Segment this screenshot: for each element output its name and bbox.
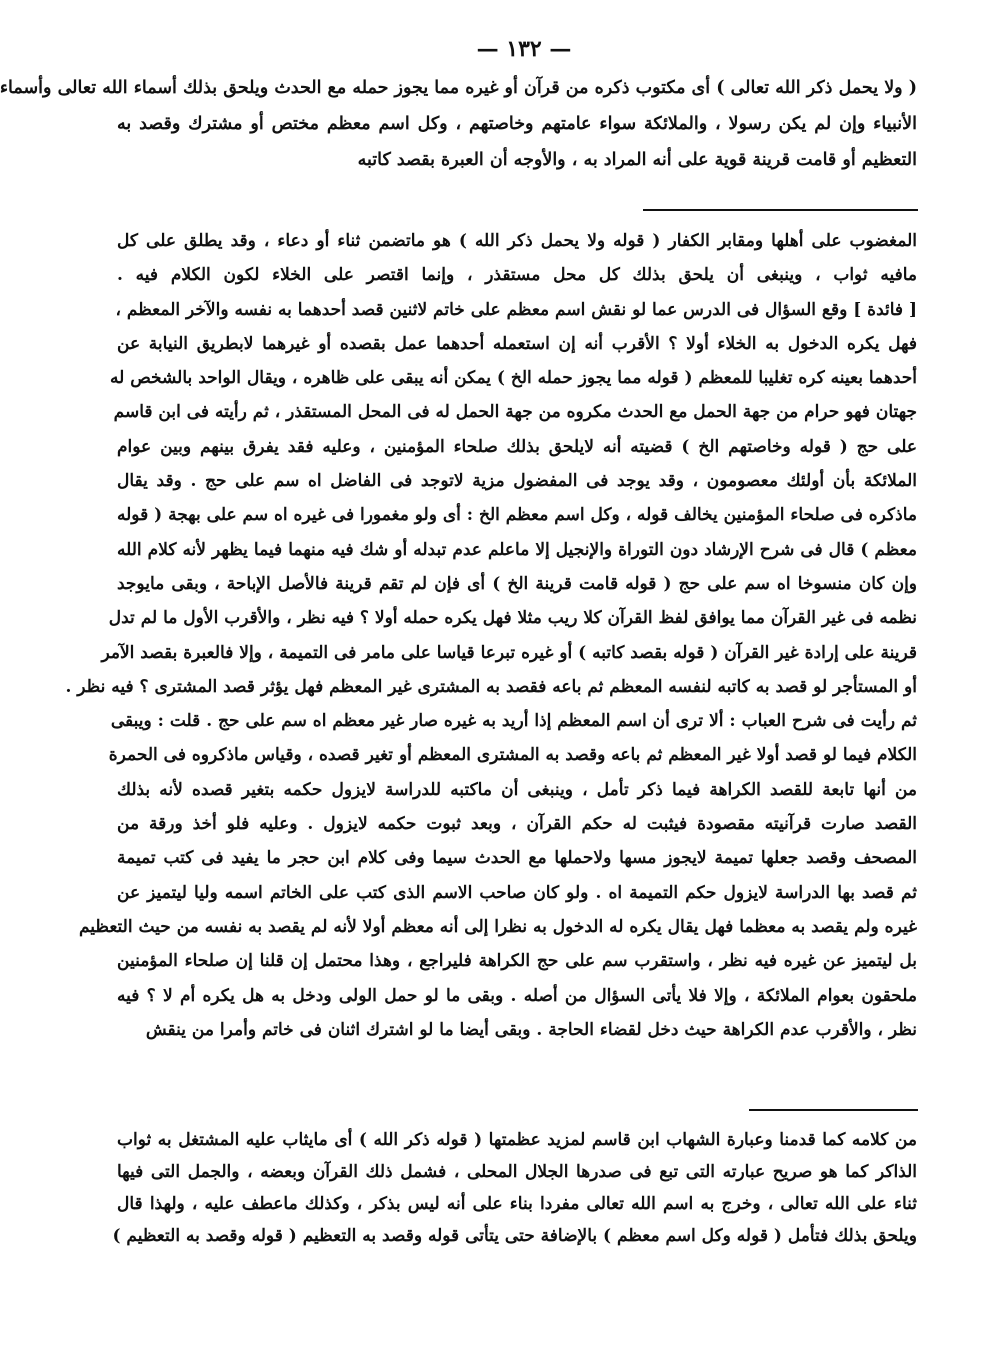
commentary-line: أو المستأجر لو قصد به كاتبه لنفسه المعظم ثم باعه فقصد به المشترى غير المعظم فهل يؤثر قصد المشترى ؟ فيه نظر . bbox=[65, 676, 917, 697]
commentary-line: جهتان فهو حرام من جهة الحمل مع الحدث مكروه من جهة الحمل له فى المحل المستقذر ، ثم رأيته فى ابن قاسم bbox=[113, 402, 917, 423]
footnote-line: ثناء على الله تعالى ، وخرج به اسم الله تعالى مفردا بناء على أنه ليس بذكر ، وكذلك ماعطف عليه ، ولهذا قال bbox=[117, 1194, 917, 1214]
commentary-line: الملائكة بأن أولئك معصومون ، وقد يوجد فى المفضول مزية لاتوجد فى الفاضل اه سم على حج . وقد يقال bbox=[117, 471, 917, 492]
separator-rule-top bbox=[643, 209, 918, 211]
commentary-line: ثم قصد بها الدراسة لايزول حكم التميمة اه . ولو كان صاحب الاسم الذى كتب على الخاتم اسمه وليا ليتميز عن bbox=[117, 882, 917, 903]
footnote-line: ويلحق بذلك فتأمل ( قوله وكل اسم معظم ) بالإضافة حتى يتأتى قوله وقصد به التعظيم ( قوله وقصد به التعظيم ) bbox=[112, 1226, 917, 1246]
commentary-line: معظم ) قال فى شرح الإرشاد دون التوراة والإنجيل إلا ماعلم عدم تبدله أو شك فيه منهما فيما يظهر لأنه كلام الله bbox=[117, 539, 917, 560]
separator-rule-bottom bbox=[749, 1109, 918, 1111]
main-text-line: ( ولا يحمل ذكر الله تعالى ) أى مكتوب ذكره من قرآن أو غيره مما يجوز حمله مع الحدث ويلحق بذلك أسماء الله تعالى وأسماء bbox=[0, 78, 917, 98]
commentary-line: المصحف وقصد جعلها تميمة لايجوز مسها ولاحملها مع الحدث سيما وفى كلام ابن حجر ما يفيد فى كتب تميمة bbox=[117, 848, 917, 869]
commentary-line: من أنها تابعة للقصد الكراهة فيما ذكر تأمل ، وينبغى أن ماكتبه للدراسة لايزول حكمه بتغير قصده لأنه بذلك bbox=[117, 779, 917, 800]
commentary-line: نظمه فى غير القرآن مما يوافق لفظ القرآن كلا ريب مثلا فهل يكره حمله أولا ؟ فيه نظر ، والأقرب الأول ما لم تدل bbox=[108, 608, 917, 629]
main-text-line: التعظيم أو قامت قرينة قوية على أنه المراد به ، والأوجه أن العبرة بقصد كاتبه bbox=[357, 150, 917, 170]
commentary-line: المغضوب على أهلها ومقابر الكفار ( قوله ولا يحمل ذكر الله ) هو ماتضمن ثناء أو دعاء ، وقد يطلق على كل bbox=[117, 231, 917, 251]
commentary-line: أحدهما بعينه كره تغليبا للمعظم ( قوله مما يجوز حمله الخ ) يمكن أنه يبقى على ظاهره ، ويقال الواحد بالشخص له bbox=[110, 368, 917, 389]
commentary-line: فهل يكره الدخول به الخلاء أولا ؟ الأقرب أنه إن استعمله أحدهما عمل بقصده أو غيرهما لابطريق النيابة عن bbox=[117, 333, 917, 354]
commentary-line: القصد صارت قرآنيته مقصودة فيثبت له حكم القرآن ، وبعد ثبوت حكمه لايزول . وعليه فلو أخذ ورقة من bbox=[117, 814, 917, 835]
commentary-line: ملحقون بعوام الملائكة ، وإلا فلا يأتى السؤال من أصله . وبقى ما لو حمل الولى ودخل به هل يكره أم لا ؟ فيه bbox=[117, 985, 917, 1006]
commentary-line: ماذكره فى صلحاء المؤمنين يخالف قوله ، وكل اسم معظم الخ : أى ولو مغمورا فى غيره اه سم على بهجة ( قوله bbox=[117, 505, 917, 526]
commentary-line: غيره ولم يقصد به معظما فهل يقال يكره له الدخول به نظرا إلى أنه معظم أولا لأنه لم يقصد به نفسه من حيث التعظيم bbox=[78, 916, 917, 937]
commentary-line: نظر ، والأقرب عدم الكراهة حيث دخل لقضاء الحاجة . وبقى أيضا ما لو اشترك اثنان فى خاتم وأمرا من ينقش bbox=[145, 1019, 917, 1040]
commentary-line: [ فائدة ] وقع السؤال فى الدرس عما لو نقش اسم معظم على خاتم لاثنين قصد أحدهما به نفسه والآخر المعظم ، bbox=[115, 299, 917, 320]
footnote-text bbox=[112, 1124, 917, 1252]
footnote-line: من كلامه كما قدمنا وعبارة الشهاب ابن قاسم لمزيد عظمتها ( قوله ذكر الله ) أى مايثاب عليه المشتغل به ثواب bbox=[117, 1130, 917, 1150]
commentary-line: قرينة على إرادة غير القرآن ( قوله بقصد كاتبه ) أو غيره تبرعا قياسا على مامر فى التميمة ، وإلا فالعبرة بقصد الآمر bbox=[101, 642, 917, 663]
commentary-text bbox=[65, 224, 917, 1047]
commentary-line: وإن كان منسوخا اه سم على حج ( قوله قامت قرينة الخ ) أى فإن لم تقم قرينة فالأصل الإباحة ، وبقى مايوجد bbox=[117, 573, 917, 594]
commentary-line: ثم رأيت فى شرح العباب : ألا ترى أن اسم المعظم إذا أريد به غيره صار غير معظم اه سم على حج . قلت : ويبقى bbox=[110, 711, 917, 732]
footnote-line: الذاكر كما هو صريح عبارته التى تبع فى صدرها الجلال المحلى ، فشمل ذلك القرآن وبعضه ، والجمل التى فيها bbox=[117, 1162, 917, 1182]
commentary-line: على حج ( قوله وخاصتهم الخ ) قضيته أنه لايلحق بذلك صلحاء المؤمنين ، وعليه فقد يفرق بينهم وبين عوام bbox=[117, 436, 917, 457]
page-number: — ١٣٢ — bbox=[476, 36, 572, 62]
main-text-line: الأنبياء وإن لم يكن رسولا ، والملائكة سواء عامتهم وخاصتهم ، وكل اسم معظم مختص أو مشترك وقصد به bbox=[117, 114, 917, 134]
main-text bbox=[0, 70, 917, 178]
commentary-line: بل ليتميز عن غيره فيه نظر ، واستقرب سم على حج الكراهة فليراجع ، وهذا محتمل إن قلنا إن صلحاء المؤمنين bbox=[117, 951, 917, 972]
commentary-line: مافيه ثواب ، وينبغى أن يلحق بذلك كل محل مستقذر ، وإنما اقتصر على الخلاء لكون الكلام فيه . bbox=[117, 265, 917, 286]
commentary-line: الكلام فيما لو قصد أولا غير المعظم ثم باعه وقصد به المشترى المعظم أو تغير قصده ، وقياس ماذكروه فى الحمرة bbox=[108, 745, 917, 766]
